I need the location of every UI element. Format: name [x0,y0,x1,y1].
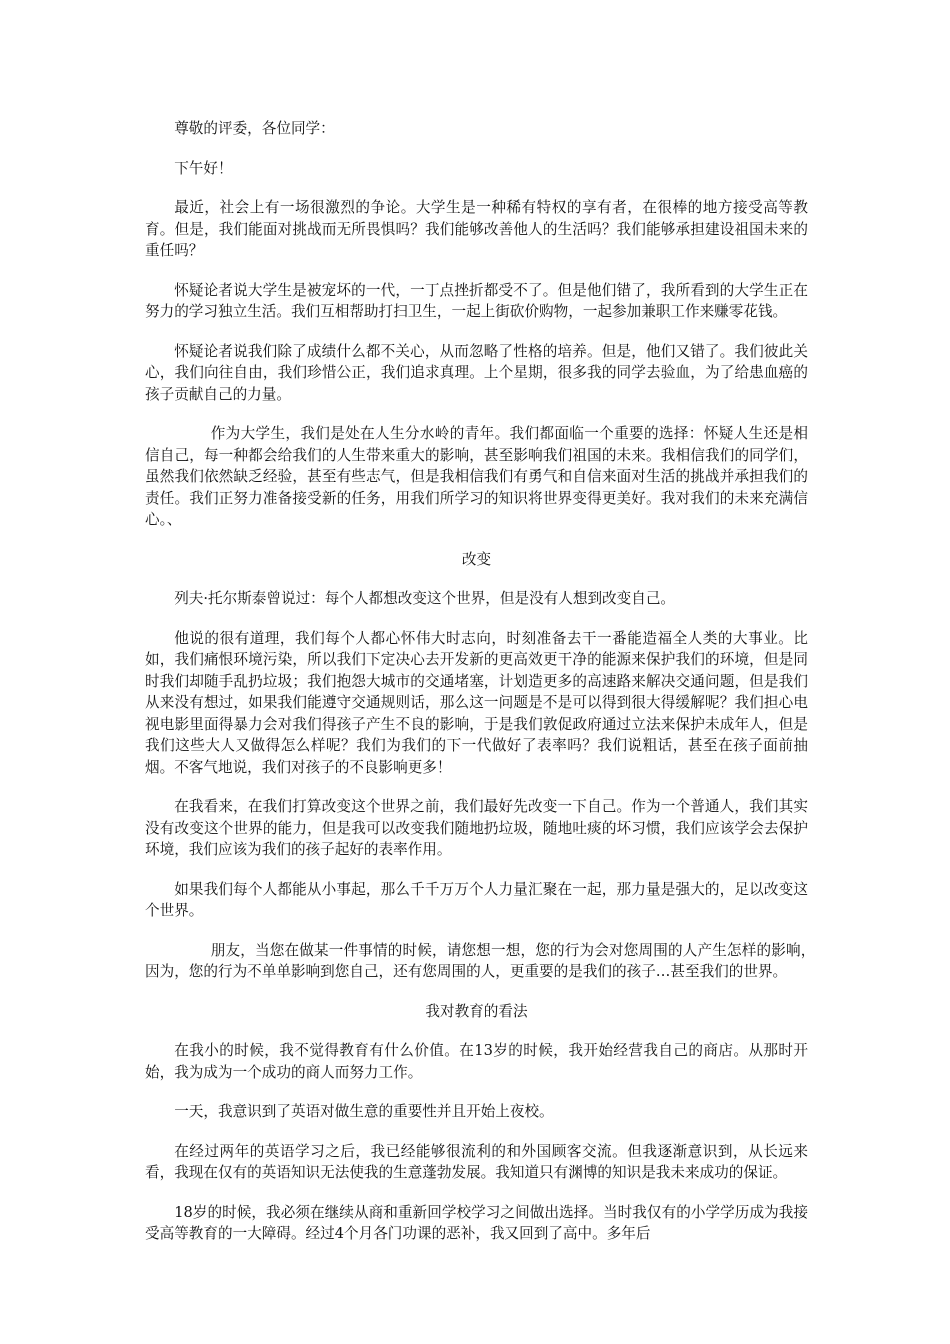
speech-paragraph: 怀疑论者说我们除了成绩什么都不关心，从而忽略了性格的培养。但是，他们又错了。我们彼此关心，我们向往自由，我们珍惜公正，我们追求真理。上个星期，很多我的同学去验血，为了给患血癌的孩子贡献自己的力量。 [145,342,808,403]
essay-paragraph: 朋友，当您在做某一件事情的时候，请您想一想，您的行为会对您周围的人产生怎样的影响， 因为，您的行为不单单影响到您自己，还有您周围的人，更重要的是我们的孩子…甚至我们的世界。 [145,941,823,980]
essay-paragraph: 一天，我意识到了英语对做生意的重要性并且开始上夜校。 [174,1103,554,1120]
speech-paragraph: 作为大学生，我们是处在人生分水岭的青年。我们都面临一个重要的选择：怀疑人生还是相信自己，每一种都会给我们的人生带来重大的影响，甚至影响我们祖国的未来。我相信我们的同学们，虽然我们依然缺乏经验，甚至有些志气，但是我相信我们有勇气和自信来面对生活的挑战并承担我们的责任。我们正努力准备接受新的任务，用我们所学习的知识将世界变得更美好。我对我们的未来充满信心。、 [145,425,808,528]
document-page [145,118,823,1263]
essay-paragraph: 如果我们每个人都能从小事起，那么千千万万个人力量汇聚在一起，那力量是强大的，足以改变这个世界。 [145,880,808,919]
essay-paragraph: 在我看来，在我们打算改变这个世界之前，我们最好先改变一下自己。作为一个普通人，我们其实没有改变这个世界的能力，但是我可以改变我们随地扔垃圾，随地吐痰的坏习惯，我们应该学会去保护环境，我们应该为我们的孩子起好的表率作用。 [145,798,808,858]
section-title-education: 我对教育的看法 [425,1002,528,1020]
essay-paragraph: 在经过两年的英语学习之后，我已经能够很流利的和外国顾客交流。但我逐渐意识到，从长远来看，我现在仅有的英语知识无法使我的生意蓬勃发展。我知道只有渊博的知识是我未来成功的保证。 [145,1142,808,1181]
greeting: 尊敬的评委，各位同学： [174,120,335,137]
essay-paragraph: 18岁的时候，我必须在继续从商和重新回学校学习之间做出选择。当时我仅有的小学学历成为我接受高等教育的一大障碍。经过4个月各门功课的恶补，我又回到了高中。多年后 [145,1203,808,1242]
speech-paragraph: 怀疑论者说大学生是被宠坏的一代，一丁点挫折都受不了。但是他们错了，我所看到的大学生正在努力的学习独立生活。我们互相帮助打扫卫生，一起上街砍价购物，一起参加兼职工作来赚零花钱。 [145,281,808,320]
essay-paragraph: 他说的很有道理，我们每个人都心怀伟大时志向，时刻准备去干一番能造福全人类的大事业。比如，我们痛恨环境污染，所以我们下定决心去开发新的更高效更干净的能源来保护我们的环境，但是同时我们却随手乱扔垃圾；我们抱怨大城市的交通堵塞，计划造更多的高速路来解决交通问题，但是我们从来没有想过，如果我们能遵守交通规则话，那么这一问题是不是可以得到很大得缓解呢？我们担心电视电影里面得暴力会对我们得孩子产生不良的影响，于是我们敦促政府通过立法来保护未成年人，但是我们这些大人又做得怎么样呢？我们为我们的下一代做好了表率吗？我们说粗话，甚至在孩子面前抽烟。不客气地说，我们对孩子的不良影响更多！ [145,629,808,776]
section-title-change: 改变 [461,550,492,568]
speech-paragraph: 最近，社会上有一场很激烈的争论。大学生是一种稀有特权的享有者，在很棒的地方接受高等教育。但是，我们能面对挑战而无所畏惧吗？我们能够改善他人的生活吗？我们能够承担建设祖国未来的重任吗？ [145,199,808,259]
salutation: 下午好！ [174,159,233,177]
essay-paragraph: 在我小的时候，我不觉得教育有什么价值。在13岁的时候，我开始经营我自己的商店。从那时开始，我为成为一个成功的商人而努力工作。 [145,1042,808,1081]
quote-paragraph: 列夫·托尔斯泰曾说过：每个人都想改变这个世界，但是没有人想到改变自己。 [174,590,676,607]
